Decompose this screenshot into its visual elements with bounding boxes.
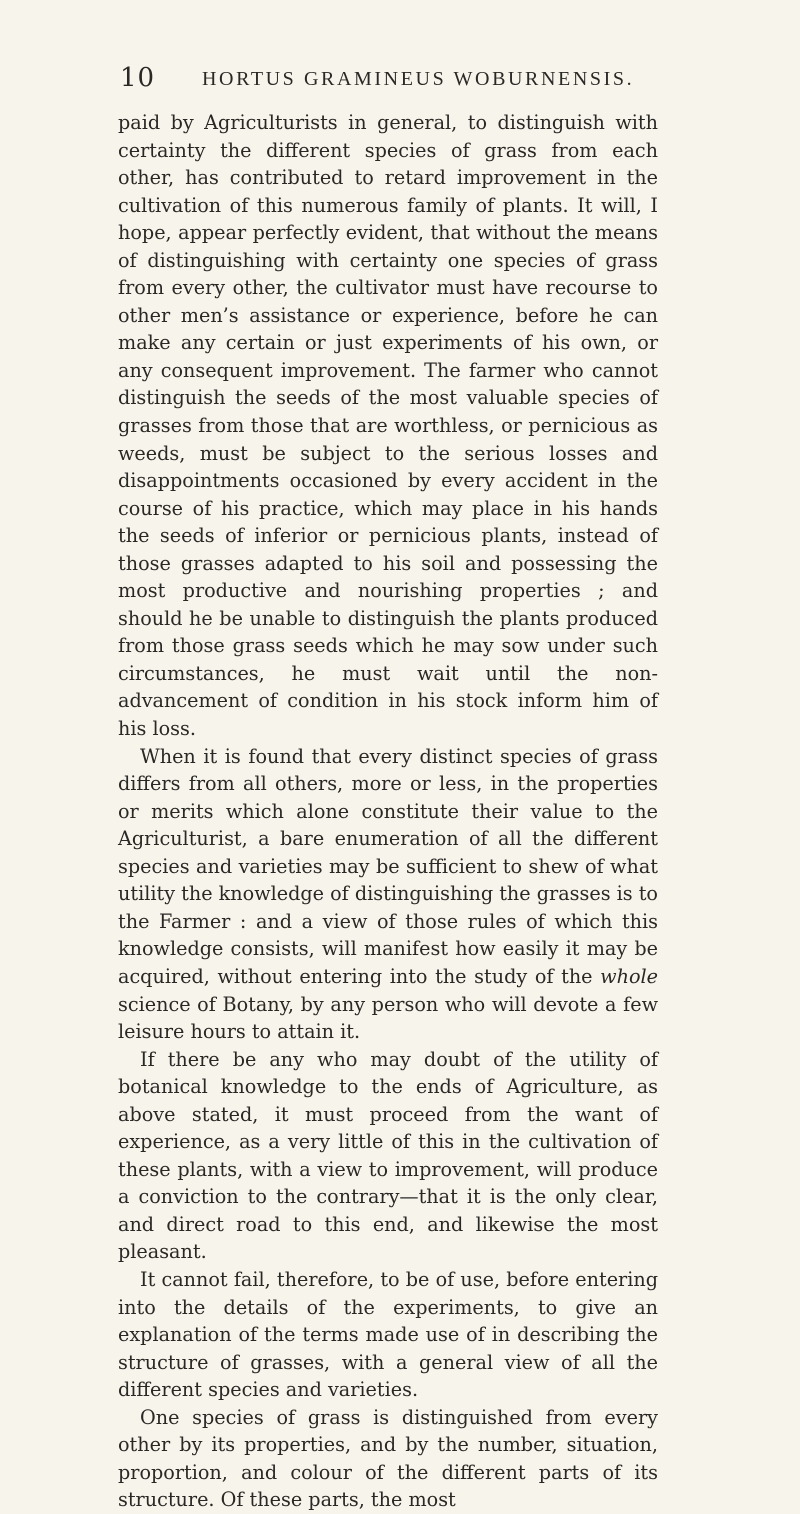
page-number: 10	[120, 63, 156, 93]
paragraph: It cannot fail, therefore, to be of use, before entering into the details of the experiments, to give an explanation of the terms made use of in describing the structure of grasses, with a general view of all the different species and varieties.	[118, 1267, 658, 1402]
paragraph: One species of grass is distinguished from every other by its properties, and by the number, situation, proportion, and colour of the different parts of its structure. Of these parts, the most	[118, 1405, 658, 1512]
paragraph: If there be any who may doubt of the utility of botanical knowledge to the ends of Agriculture, as above stated, it must proceed from the want of experience, as a very little of this in the cultivation of these plants, with a view to improvement, will produce a conviction to the contrary—that it is the only clear, and direct road to this end, and likewise the most pleasant.	[118, 1047, 658, 1264]
paragraph-text: When it is found that every distinct species of grass differs from all others, more or less, in the properties or merits which alone constitute their value to the Agriculturist, a bare enumeration of all the different species and varieties may be sufficient to shew of what utility the knowledge of distinguishing the grasses is to the Farmer : and a view of those rules of which this knowledge consists, will manifest how easily it may be acquired, without entering into the study of the	[118, 744, 658, 988]
body-text	[118, 109, 658, 1514]
paragraph-text: science of Botany, by any person who will devote a few leisure hours to attain it.	[118, 992, 658, 1044]
paragraph	[118, 743, 658, 1046]
paragraph: paid by Agriculturists in general, to distinguish with certainty the different species of grass from each other, has contributed to retard improvement in the cultivation of this numerous family of plants. It will, I hope, appear perfectly evident, that without the means of distinguishing with certainty one species of grass from every other, the cultivator must have recourse to other men’s assistance or experience, before he can make any certain or just experiments of his own, or any consequent improvement. The farmer who cannot distinguish the seeds of the most valuable species of grasses from those that are worthless, or pernicious as weeds, must be subject to the serious losses and disappointments occasioned by every accident in the course of his practice, which may place in his hands the seeds of inferior or pernicious plants, instead of those grasses adapted to his soil and possessing the most productive and nourishing properties ; and should he be unable to distinguish the plants produced from those grass seeds which he may sow under such circumstances, he must wait until the non-advancement of condition in his stock inform him of his loss.	[118, 111, 658, 741]
italic-emphasis: whole	[600, 964, 658, 988]
page-header	[120, 60, 650, 96]
running-title: HORTUS GRAMINEUS WOBURNENSIS.	[202, 68, 635, 90]
